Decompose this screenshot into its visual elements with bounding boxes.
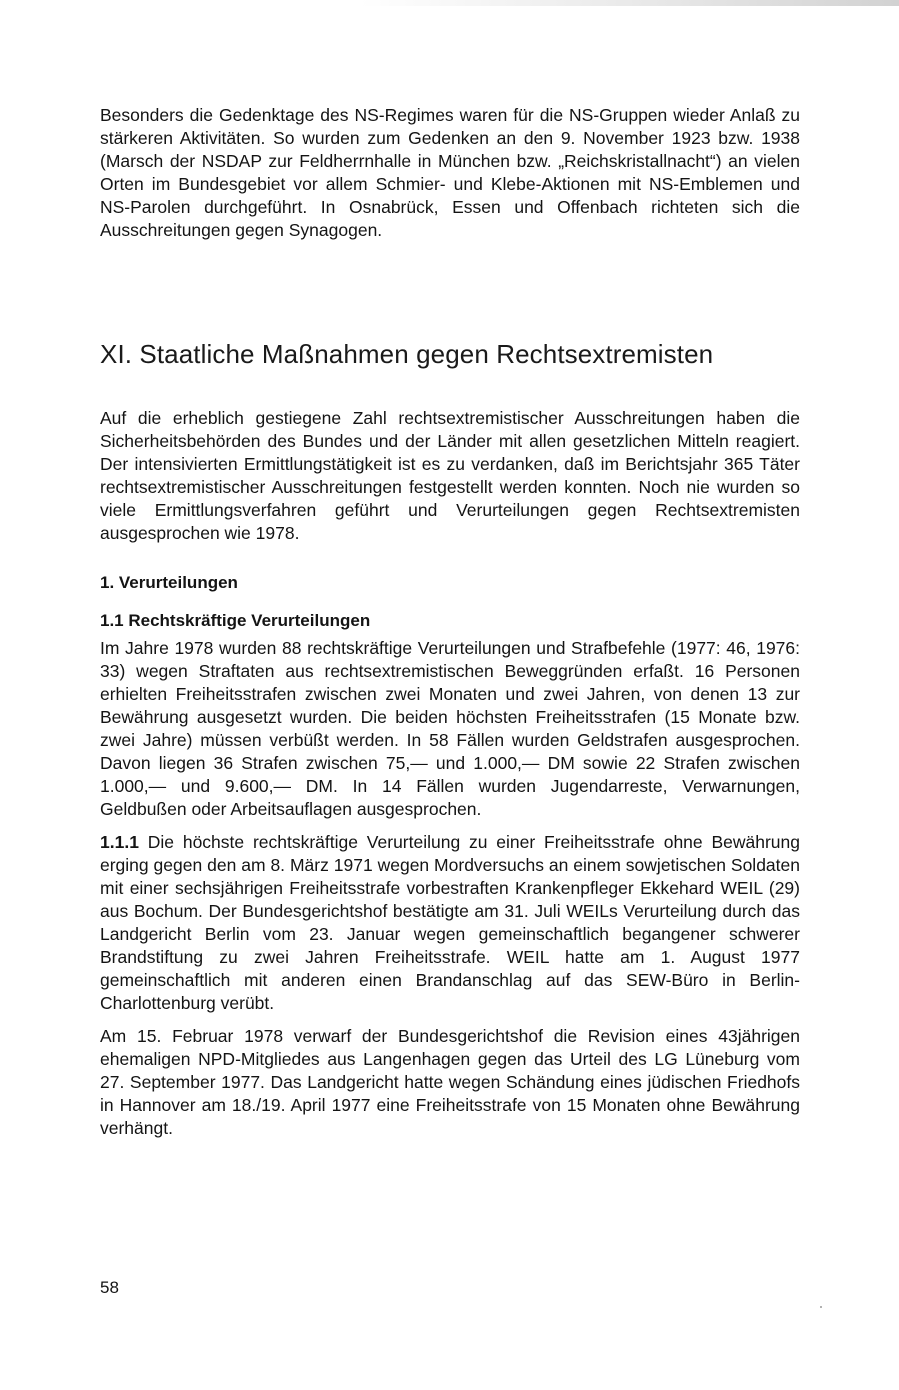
- intro-paragraph: Besonders die Gedenktage des NS-Regimes waren für die NS-Gruppen wieder Anlaß zu stärkeren Aktivitäten. So wurden zum Gedenken an den 9. November 1923 bzw. 1938 (Marsch der NSDAP zur Feldherrnhalle in München bzw. „Reichskristallnacht“) an vielen Orten im Bundesgebiet vor allem Schmier- und Klebe-Aktionen mit NS-Emblemen und NS-Parolen durchgeführt. In Osnabrück, Essen und Offenbach richteten sich die Ausschreitungen gegen Synagogen.: [100, 105, 800, 240]
- section-1-1-1-text: Die höchste rechtskräftige Verurteilung zu einer Freiheitsstrafe ohne Bewährung erging gegen den am 8. März 1971 wegen Mordversuchs an einem sowjetischen Soldaten mit einer sechsjährigen Freiheitsstrafe vorbestraften Krankenpfleger Ekkehard WEIL (29) aus Bochum. Der Bundesgerichtshof bestätigte am 31. Juli WEILs Verurteilung durch das Landgericht Berlin vom 23. Januar wegen gemeinschaftlich begangener schwerer Brandstiftung zu zwei Jahren Freiheitsstrafe. WEIL hatte am 1. August 1977 gemeinschaftlich mit anderen einen Brandanschlag auf das SEW-Büro in Berlin-Charlottenburg verübt.: [100, 832, 800, 1013]
- section-1-1-heading: 1.1 Rechtskräftige Verurteilungen: [100, 611, 371, 630]
- document-page: [100, 104, 800, 1140]
- scan-speck: [820, 1306, 822, 1308]
- page-number: 58: [100, 1278, 119, 1297]
- section-1-heading: 1. Verurteilungen: [100, 573, 238, 592]
- chapter-lead-paragraph: Auf die erheblich gestiegene Zahl rechtsextremistischer Ausschreitungen haben die Sicherheitsbehörden des Bundes und der Länder mit allen gesetzlichen Mitteln reagiert. Der intensivierten Ermittlungstätigkeit ist es zu verdanken, daß im Berichtsjahr 365 Täter rechtsextremistischer Ausschreitungen festgestellt werden konnten. Noch nie wurden so viele Ermittlungsverfahren geführt und Verurteilungen gegen Rechtsextremisten ausgesprochen wie 1978.: [100, 408, 800, 543]
- section-1-1-1-number: 1.1.1: [100, 832, 139, 852]
- section-1-1-1-paragraph: [100, 831, 800, 1015]
- scan-edge-shadow: [0, 0, 899, 6]
- closing-paragraph: Am 15. Februar 1978 verwarf der Bundesgerichtshof die Revision eines 43jährigen ehemaligen NPD-Mitgliedes aus Langenhagen gegen das Urteil des LG Lüneburg vom 27. September 1977. Das Landgericht hatte wegen Schändung eines jüdischen Friedhofs in Hannover am 18./19. April 1977 eine Freiheitsstrafe von 15 Monaten ohne Bewährung verhängt.: [100, 1026, 800, 1138]
- section-1-1-paragraph: Im Jahre 1978 wurden 88 rechtskräftige Verurteilungen und Strafbefehle (1977: 46, 1976: 33) wegen Straftaten aus rechtsextremistischen Beweggründen erfaßt. 16 Personen erhielten Freiheitsstrafen zwischen zwei Monaten und zwei Jahren, von denen 13 zur Bewährung ausgesetzt wurden. Die beiden höchsten Freiheitsstrafen (15 Monate bzw. zwei Jahre) müssen verbüßt werden. In 58 Fällen wurden Geldstrafen ausgesprochen. Davon liegen 36 Strafen zwischen 75,— und 1.000,— DM sowie 22 Strafen zwischen 1.000,— und 9.600,— DM. In 14 Fällen wurden Jugendarreste, Verwarnungen, Geldbußen oder Arbeitsauflagen ausgesprochen.: [100, 638, 800, 819]
- chapter-heading: XI. Staatliche Maßnahmen gegen Rechtsextremisten: [100, 339, 714, 369]
